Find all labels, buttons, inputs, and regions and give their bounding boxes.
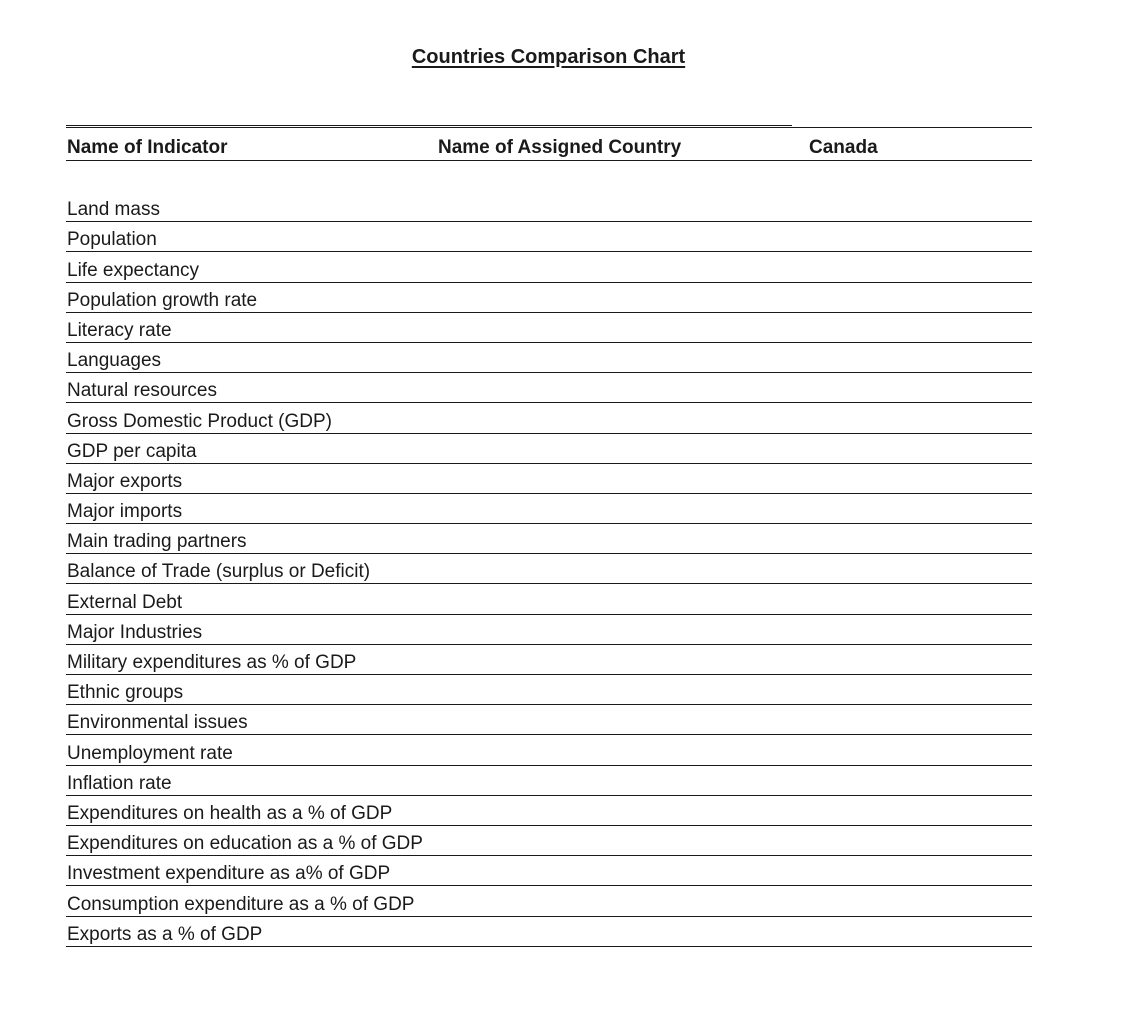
indicator-label: Population: [67, 229, 157, 251]
indicator-row: [66, 403, 1032, 433]
indicator-row: [66, 796, 1032, 826]
indicator-row: [66, 192, 1032, 222]
indicator-label: Expenditures on health as a % of GDP: [67, 802, 393, 824]
indicator-row: [66, 826, 1032, 856]
indicator-label: Expenditures on education as a % of GDP: [67, 833, 423, 855]
page-title-text: Countries Comparison Chart: [411, 46, 686, 68]
indicator-label: Literacy rate: [67, 319, 172, 341]
indicator-row: [66, 584, 1032, 614]
indicator-label: External Debt: [67, 591, 183, 613]
indicator-label: Natural resources: [67, 380, 217, 402]
indicator-row: [66, 735, 1032, 765]
indicator-label: GDP per capita: [67, 440, 197, 462]
indicator-list: [66, 192, 1032, 947]
indicator-label: Population growth rate: [67, 289, 258, 311]
indicator-label: Unemployment rate: [67, 742, 233, 764]
indicator-row: [66, 434, 1032, 464]
indicator-label: Major exports: [67, 470, 183, 492]
indicator-label: Inflation rate: [67, 772, 172, 794]
header-top-rule: [66, 127, 1032, 128]
indicator-row: [66, 283, 1032, 313]
indicator-row: [66, 856, 1032, 886]
indicator-row: [66, 373, 1032, 403]
indicator-row: [66, 917, 1032, 947]
indicator-label: Ethnic groups: [67, 682, 184, 704]
indicator-label: Exports as a % of GDP: [67, 923, 263, 945]
indicator-row: [66, 675, 1032, 705]
indicator-label: Major imports: [67, 501, 183, 523]
indicator-row: [66, 615, 1032, 645]
indicator-label: Land mass: [67, 199, 160, 221]
indicator-label: Investment expenditure as a% of GDP: [67, 863, 391, 885]
indicator-label: Military expenditures as % of GDP: [67, 652, 357, 673]
indicator-row: [66, 766, 1032, 796]
header-indicator: Name of Indicator: [67, 137, 228, 158]
indicator-label: Main trading partners: [67, 531, 247, 553]
indicator-label: Consumption expenditure as a % of GDP: [67, 893, 415, 915]
indicator-label: Life expectancy: [67, 259, 200, 281]
indicator-row: [66, 464, 1032, 494]
indicator-label: Balance of Trade (surplus or Deficit): [67, 561, 371, 583]
indicator-label: Languages: [67, 350, 162, 372]
indicator-row: [66, 645, 1032, 675]
indicator-row: [66, 313, 1032, 343]
indicator-row: [66, 252, 1032, 282]
indicator-row: [66, 343, 1032, 373]
header-assigned-country: Name of Assigned Country: [438, 137, 682, 158]
indicator-label: Gross Domestic Product (GDP): [67, 410, 332, 432]
table-header: [66, 136, 1032, 161]
header-canada: Canada: [809, 137, 878, 158]
indicator-label: Major Industries: [67, 621, 203, 643]
indicator-row: [66, 886, 1032, 916]
indicator-row: [66, 705, 1032, 735]
page-title: [0, 44, 1097, 70]
indicator-row: [66, 524, 1032, 554]
indicator-row: [66, 554, 1032, 584]
indicator-label: Environmental issues: [67, 712, 248, 734]
indicator-row: [66, 222, 1032, 252]
indicator-row: [66, 494, 1032, 524]
